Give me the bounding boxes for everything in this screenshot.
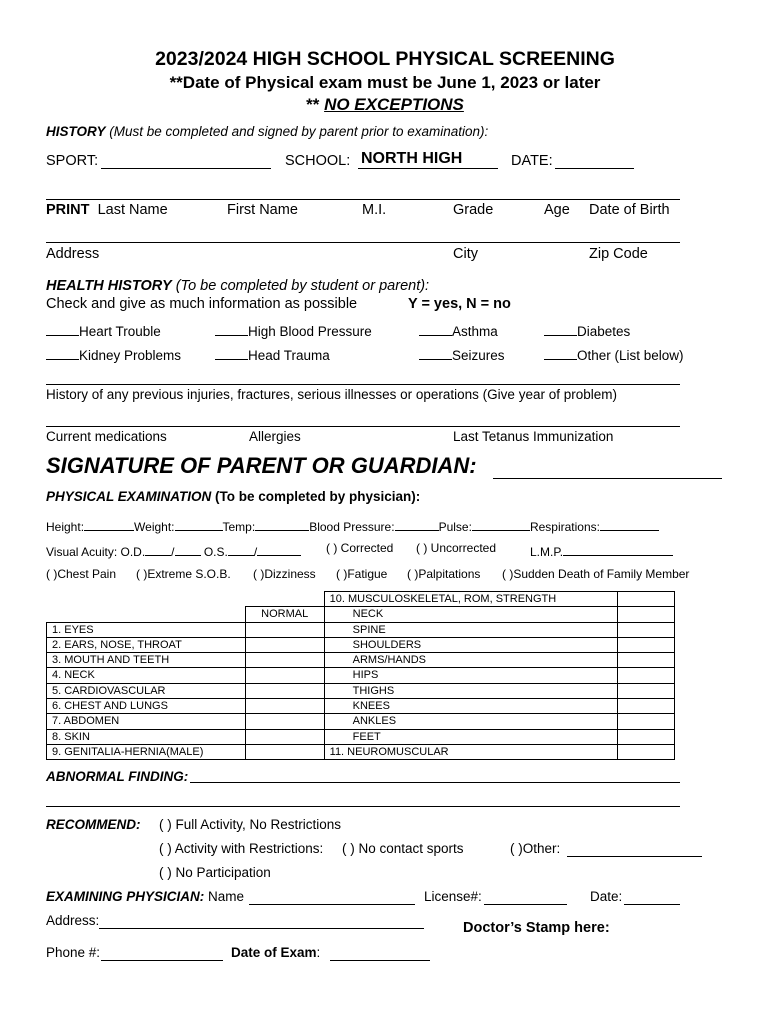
- tetanus-label: Last Tetanus Immunization: [453, 429, 614, 444]
- height-field[interactable]: [84, 516, 134, 531]
- dob-label: Date of Birth: [589, 202, 670, 218]
- license-field[interactable]: [484, 904, 567, 905]
- exam-left-row: 6. CHEST AND LUNGS: [47, 699, 246, 714]
- date-label: DATE:: [511, 153, 553, 169]
- exam-right-row: THIGHS: [324, 683, 617, 698]
- symptom-palpitations[interactable]: ( )Palpitations: [407, 567, 481, 581]
- health-instruction: Check and give as much information as possible: [46, 296, 358, 312]
- full-activity-option[interactable]: ( ) Full Activity, No Restrictions: [159, 817, 342, 832]
- condition-high-blood-pressure[interactable]: High Blood Pressure: [215, 321, 372, 339]
- exam-left-row: 5. CARDIOVASCULAR: [47, 683, 246, 698]
- exam-right-row: 10. MUSCULOSKELETAL, ROM, STRENGTH: [324, 592, 617, 607]
- symptom-dizziness[interactable]: ( )Dizziness: [253, 567, 316, 581]
- form-title: 2023/2024 HIGH SCHOOL PHYSICAL SCREENING: [155, 48, 615, 70]
- zip-label: Zip Code: [589, 246, 648, 262]
- medications-label: Current medications: [46, 429, 167, 444]
- physician-address-field[interactable]: [99, 928, 424, 929]
- symptom-extreme-sob[interactable]: ( )Extreme S.O.B.: [136, 567, 231, 581]
- medications-field-line[interactable]: [46, 426, 680, 427]
- temp-field[interactable]: [255, 516, 309, 531]
- pulse-field[interactable]: [472, 516, 530, 531]
- abnormal-finding-field[interactable]: [190, 782, 680, 783]
- condition-head-trauma[interactable]: Head Trauma: [215, 345, 330, 363]
- uncorrected-checkbox[interactable]: ( ) Uncorrected: [416, 541, 497, 555]
- condition-heart-trouble[interactable]: Heart Trouble: [46, 321, 161, 339]
- first-name-label: First Name: [227, 202, 298, 218]
- exam-left-row: 2. EARS, NOSE, THROAT: [47, 637, 246, 652]
- exam-right-row: SHOULDERS: [324, 637, 617, 652]
- bp-field[interactable]: [395, 516, 439, 531]
- symptom-fatigue[interactable]: ( )Fatigue: [336, 567, 388, 581]
- no-participation-option[interactable]: ( ) No Participation: [159, 865, 271, 880]
- address-field-line[interactable]: [46, 242, 680, 243]
- physical-exam-heading: PHYSICAL EXAMINATION (To be completed by physician):: [46, 489, 421, 504]
- signature-label: SIGNATURE OF PARENT OR GUARDIAN:: [46, 453, 477, 478]
- visual-acuity-row: Visual Acuity: O.D. / O.S. /: [46, 541, 301, 559]
- lmp-row: L.M.P.: [530, 541, 673, 559]
- exam-date-field[interactable]: [330, 960, 430, 961]
- school-value[interactable]: NORTH HIGH: [361, 150, 463, 167]
- condition-asthma[interactable]: Asthma: [419, 321, 498, 339]
- no-exceptions-notice: ** NO EXCEPTIONS: [306, 95, 464, 114]
- condition-kidney-problems[interactable]: Kidney Problems: [46, 345, 181, 363]
- physician-name-field[interactable]: [249, 904, 415, 905]
- exam-right-row: ARMS/HANDS: [324, 653, 617, 668]
- symptom-chest-pain[interactable]: ( )Chest Pain: [46, 567, 117, 581]
- exam-right-row: NECK: [324, 607, 617, 622]
- signature-field[interactable]: [493, 478, 722, 479]
- exam-right-row: 11. NEUROMUSCULAR: [324, 744, 617, 759]
- mi-label: M.I.: [362, 202, 387, 218]
- exam-table: [46, 591, 675, 760]
- address-label: Address: [46, 246, 100, 262]
- exam-right-row: ANKLES: [324, 714, 617, 729]
- abnormal-finding-field-2[interactable]: [46, 806, 680, 807]
- city-label: City: [453, 246, 478, 262]
- condition-other[interactable]: Other (List below): [544, 345, 684, 363]
- injuries-field-line[interactable]: [46, 384, 680, 385]
- other-field[interactable]: [567, 856, 702, 857]
- restrictions-option[interactable]: ( ) Activity with Restrictions:: [159, 841, 324, 856]
- allergies-label: Allergies: [249, 429, 301, 444]
- print-label: PRINT Last Name: [46, 202, 168, 218]
- physician-heading: EXAMINING PHYSICIAN: Name: [46, 889, 245, 904]
- exam-left-row: 7. ABDOMEN: [47, 714, 246, 729]
- phone-field[interactable]: [101, 960, 223, 961]
- lmp-field[interactable]: [563, 541, 673, 556]
- exam-left-row: 8. SKIN: [47, 729, 246, 744]
- resp-field[interactable]: [600, 516, 659, 531]
- exam-date-label: Date of Exam:: [231, 945, 321, 960]
- license-label: License#:: [424, 889, 482, 904]
- phone-label: Phone #:: [46, 945, 101, 960]
- exam-right-row: SPINE: [324, 622, 617, 637]
- physician-date-label: Date:: [590, 889, 623, 904]
- condition-diabetes[interactable]: Diabetes: [544, 321, 630, 339]
- sport-label: SPORT:: [46, 153, 99, 169]
- symptom-sudden-death[interactable]: ( )Sudden Death of Family Member: [502, 567, 690, 581]
- normal-header: NORMAL: [245, 607, 324, 622]
- yes-no-legend: Y = yes, N = no: [408, 296, 511, 312]
- physician-date-field[interactable]: [624, 904, 680, 905]
- exam-left-row: 3. MOUTH AND TEETH: [47, 653, 246, 668]
- sport-field[interactable]: [101, 168, 271, 169]
- other-option[interactable]: ( )Other:: [510, 841, 561, 856]
- corrected-checkbox[interactable]: ( ) Corrected: [326, 541, 394, 555]
- exam-left-row: 1. EYES: [47, 622, 246, 637]
- injuries-label: History of any previous injuries, fractures, serious illnesses or operations (Give year of problem): [46, 387, 617, 402]
- exam-right-row: HIPS: [324, 668, 617, 683]
- recommend-label: RECOMMEND:: [46, 817, 141, 832]
- school-field-line: [358, 168, 498, 169]
- exam-right-row: KNEES: [324, 699, 617, 714]
- weight-field[interactable]: [175, 516, 223, 531]
- no-contact-option[interactable]: ( ) No contact sports: [342, 841, 464, 856]
- exam-right-row: FEET: [324, 729, 617, 744]
- history-heading: HISTORY (Must be completed and signed by parent prior to examination):: [46, 124, 489, 139]
- age-label: Age: [544, 202, 570, 218]
- condition-seizures[interactable]: Seizures: [419, 345, 505, 363]
- date-field[interactable]: [555, 168, 634, 169]
- exam-left-row: 4. NECK: [47, 668, 246, 683]
- grade-label: Grade: [453, 202, 494, 218]
- doctor-stamp-label: Doctor’s Stamp here:: [463, 920, 610, 936]
- name-field-line[interactable]: [46, 199, 680, 200]
- school-label: SCHOOL:: [285, 153, 351, 169]
- exam-date-notice: **Date of Physical exam must be June 1, 2023 or later: [169, 73, 601, 92]
- abnormal-finding-label: ABNORMAL FINDING:: [46, 769, 189, 784]
- health-history-heading: HEALTH HISTORY (To be completed by student or parent):: [46, 278, 430, 294]
- vitals-row: Height: Weight: Temp: Blood Pressure: Pulse: Respirations:: [46, 516, 659, 534]
- physician-address-label: Address:: [46, 913, 100, 928]
- exam-left-row: 9. GENITALIA-HERNIA(MALE): [47, 744, 246, 759]
